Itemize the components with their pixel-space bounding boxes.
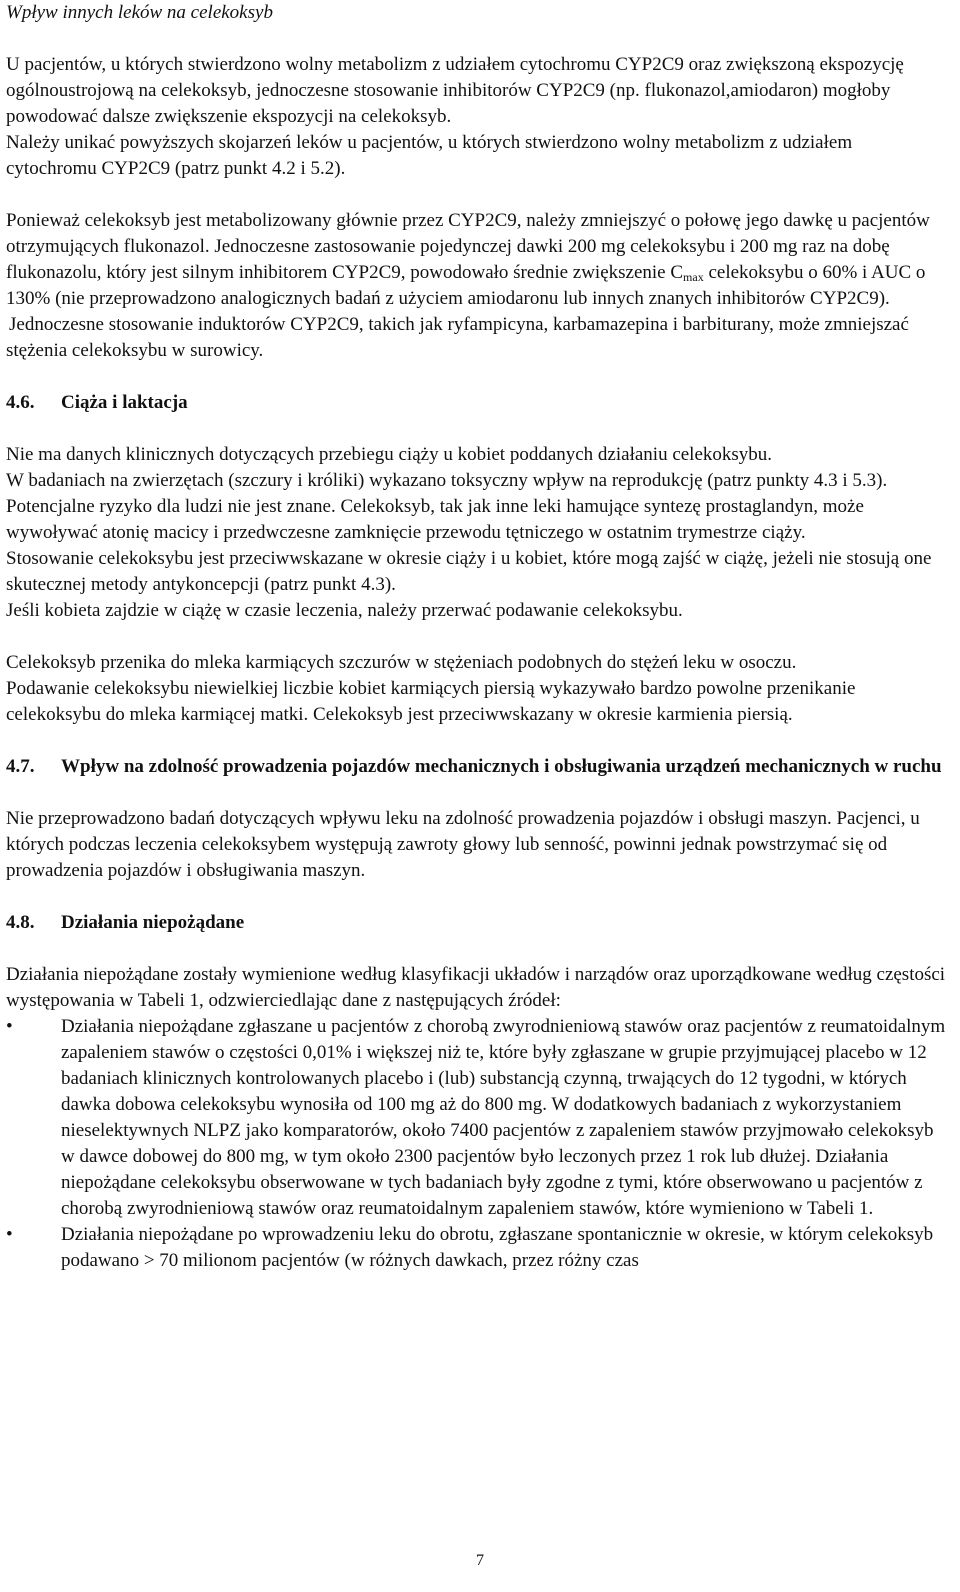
paragraph-pregnancy-no-data: Nie ma danych klinicznych dotyczących przebiegu ciąży u kobiet poddanych działaniu celekoksybu. xyxy=(6,444,773,465)
section-title: Wpływ na zdolność prowadzenia pojazdów mechanicznych i obsługiwania urządzeń mechanicznych w ruchu xyxy=(61,756,942,777)
paragraph-cyp2c9-inhibitors: U pacjentów, u których stwierdzono wolny metabolizm z udziałem cytochromu CYP2C9 oraz zwiększoną ekspozycję ogólnoustrojową na celekoksyb, jednoczesne stosowanie inhibitorów CYP2C9 (np. flukonazol,amiodaron) mogłoby powodować dalsze zwiększenie ekspozycji na celekoksyb. xyxy=(6,54,904,127)
paragraph-avoid-combinations: Należy unikać powyższych skojarzeń leków u pacjentów, u których stwierdzono wolny metabolizm z udziałem cytochromu CYP2C9 (patrz punkt 4.2 i 5.2). xyxy=(6,132,853,179)
document-page xyxy=(6,0,946,1274)
section-heading-4-7 xyxy=(6,754,946,780)
list-item-text: Działania niepożądane zgłaszane u pacjentów z chorobą zwyrodnieniową stawów oraz pacjentów z reumatoidalnym zapaleniem stawów o częstości 0,01% i większej niż te, które były zgłaszane w grupie przyjmującej placebo w 12 badaniach klinicznych kontrolowanych placebo i (lub) substancją czynną, trwających do 12 tygodni, w których dawka dobowa celekoksybu wynosiła od 100 mg aż do 800 mg. W dodatkowych badaniach z wykorzystaniem nieselektywnych NLPZ jako komparatorów, około 7400 pacjentów z zapaleniem stawów przyjmowało celekoksyb w dawce dobowej do 800 mg, w tym około 2300 pacjentów było leczonych przez 1 rok lub dłużej. Działania niepożądane celekoksybu obserwowane w tych badaniach były zgodne z tymi, które obserwowano u pacjentów z chorobą zwyrodnieniową stawów oraz reumatoidalnym zapaleniem stawów, które wymieniono w Tabeli 1. xyxy=(61,1016,946,1219)
section-title: Działania niepożądane xyxy=(61,912,245,933)
paragraph-adverse-intro: Działania niepożądane zostały wymienione według klasyfikacji układów i narządów oraz uporządkowane według częstości występowania w Tabeli 1, odzwierciedlając dane z następujących źródeł: xyxy=(6,964,946,1011)
section-number: 4.8. xyxy=(6,912,35,933)
list-item xyxy=(6,1222,946,1274)
bullet-icon: • xyxy=(6,1224,13,1245)
paragraph-breastfeeding: Podawanie celekoksybu niewielkiej liczbie kobiet karmiących piersią wykazywało bardzo powolne przenikanie celekoksybu do mleka karmiącej matki. Celekoksyb jest przeciwwskazany w okresie karmienia piersią. xyxy=(6,678,856,725)
fluconazole-text-b: celekoksybu o 60% i AUC o 130% (nie przeprowadzono analogicznych badań z użyciem amiodaronu lub innych znanych inhibitorów CYP2C9). xyxy=(6,262,926,309)
paragraph-stop-treatment: Jeśli kobieta zajdzie w ciążę w czasie leczenia, należy przerwać podawanie celekoksybu. xyxy=(6,600,683,621)
cmax-subscript: max xyxy=(683,270,704,284)
section-number: 4.7. xyxy=(6,756,35,777)
list-item xyxy=(6,1014,946,1222)
page-number: 7 xyxy=(476,1552,484,1569)
bullet-icon: • xyxy=(6,1016,13,1037)
section-heading-4-8 xyxy=(6,910,946,936)
paragraph-driving: Nie przeprowadzono badań dotyczących wpływu leku na zdolność prowadzenia pojazdów i obsługi maszyn. Pacjenci, u których podczas leczenia celekoksybem występują zawroty głowy lub senność, powinni jednak powstrzymać się od prowadzenia pojazdów i obsługiwania maszyn. xyxy=(6,808,920,881)
section-heading-4-6 xyxy=(6,390,946,416)
paragraph-animal-studies: W badaniach na zwierzętach (szczury i króliki) wykazano toksyczny wpływ na reprodukcję (patrz punkty 4.3 i 5.3). Potencjalne ryzyko dla ludzi nie jest znane. Celekoksyb, tak jak inne leki hamujące syntezę prostaglandyn, może wywoływać atonię macicy i przedwczesne zamknięcie przewodu tętniczego w ostatnim trymestrze ciąży. xyxy=(6,470,888,543)
paragraph-contraindicated-pregnancy: Stosowanie celekoksybu jest przeciwwskazane w okresie ciąży i u kobiet, które mogą zajść w ciążę, jeżeli nie stosują one skutecznej metody antykoncepcji (patrz punkt 4.3). xyxy=(6,548,932,595)
paragraph-fluconazole xyxy=(6,208,946,312)
adverse-sources-list xyxy=(6,1014,946,1274)
subheading-drug-interactions: Wpływ innych leków na celekoksyb xyxy=(6,2,273,23)
section-number: 4.6. xyxy=(6,392,35,413)
paragraph-inducers: Jednoczesne stosowanie induktorów CYP2C9, takich jak ryfampicyna, karbamazepina i barbiturany, może zmniejszać stężenia celekoksybu w surowicy. xyxy=(6,314,909,361)
paragraph-milk-rats: Celekoksyb przenika do mleka karmiących szczurów w stężeniach podobnych do stężeń leku w osoczu. xyxy=(6,652,797,673)
fluconazole-text-a: Ponieważ celekoksyb jest metabolizowany głównie przez CYP2C9, należy zmniejszyć o połowę jego dawkę u pacjentów otrzymujących flukonazol. Jednoczesne zastosowanie pojedynczej dawki 200 mg celekoksybu i 200 mg raz na dobę flukonazolu, który jest silnym inhibitorem CYP2C9, powodowało średnie zwiększenie C xyxy=(6,210,930,283)
list-item-text: Działania niepożądane po wprowadzeniu leku do obrotu, zgłaszane spontanicznie w okresie, w którym celekoksyb podawano > 70 milionom pacjentów (w różnych dawkach, przez różny czas xyxy=(61,1224,934,1271)
section-title: Ciąża i laktacja xyxy=(61,392,188,413)
